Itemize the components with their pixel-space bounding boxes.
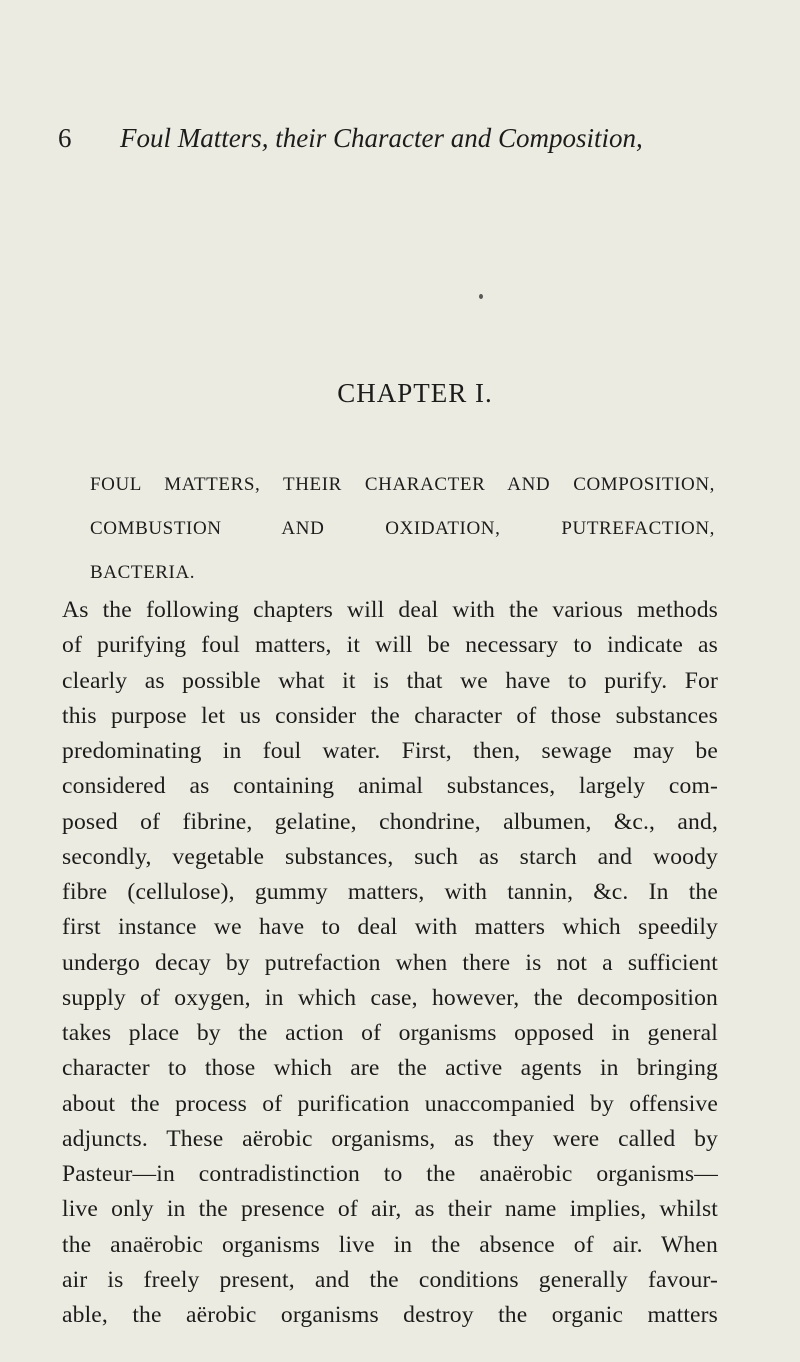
text-line: Pasteur—in contradistinction to the anaërobic organisms— (62, 1161, 718, 1187)
running-head (58, 120, 758, 156)
body-paragraph (62, 593, 718, 1333)
text-line: fibre (cellulose), gummy matters, with tannin, &c. In the (62, 879, 718, 905)
text-line: supply of oxygen, in which case, however, the decomposition (62, 984, 718, 1011)
text-line: of purifying foul matters, it will be necessary to indicate as (62, 632, 718, 659)
page-number: 6 (58, 123, 72, 153)
text-line: first instance we have to deal with matters which speedily (62, 914, 718, 941)
text-line: undergo decay by putrefaction when there is not a sufficient (62, 949, 718, 976)
running-title: Foul Matters, their Character and Composition, (120, 123, 643, 153)
subtitle-line: BACTERIA. (90, 562, 196, 583)
text-line: the anaërobic organisms live in the absence of air. When (62, 1231, 718, 1258)
print-speck (479, 294, 483, 299)
text-line: live only in the presence of air, as their name implies, whilst (62, 1196, 718, 1223)
text-line: about the process of purification unaccompanied by offensive (62, 1090, 718, 1117)
subtitle-line: COMBUSTION AND OXIDATION, PUTREFACTION, (90, 518, 715, 539)
chapter-heading: CHAPTER I. (337, 378, 493, 408)
text-line: character to those which are the active agents in bringing (62, 1055, 718, 1082)
text-line: this purpose let us consider the character of those substances (62, 702, 718, 729)
text-line: adjuncts. These aërobic organisms, as they were called by (62, 1125, 718, 1152)
text-line: posed of fibrine, gelatine, chondrine, albumen, &c., and, (62, 808, 718, 835)
text-line: able, the aërobic organisms destroy the organic matters (62, 1302, 718, 1328)
text-line: secondly, vegetable substances, such as starch and woody (62, 843, 718, 870)
text-line: air is freely present, and the conditions generally favour- (62, 1266, 718, 1293)
text-line: takes place by the action of organisms opposed in general (62, 1020, 718, 1046)
text-line: predominating in foul water. First, then, sewage may be (62, 738, 718, 764)
subtitle-line: FOUL MATTERS, THEIR CHARACTER AND COMPOSITION, (90, 474, 715, 495)
text-line: considered as containing animal substances, largely com- (62, 773, 718, 800)
chapter-subtitle (90, 463, 715, 595)
text-line: clearly as possible what it is that we have to purify. For (62, 667, 718, 694)
text-line: As the following chapters will deal with the various methods (62, 597, 718, 623)
